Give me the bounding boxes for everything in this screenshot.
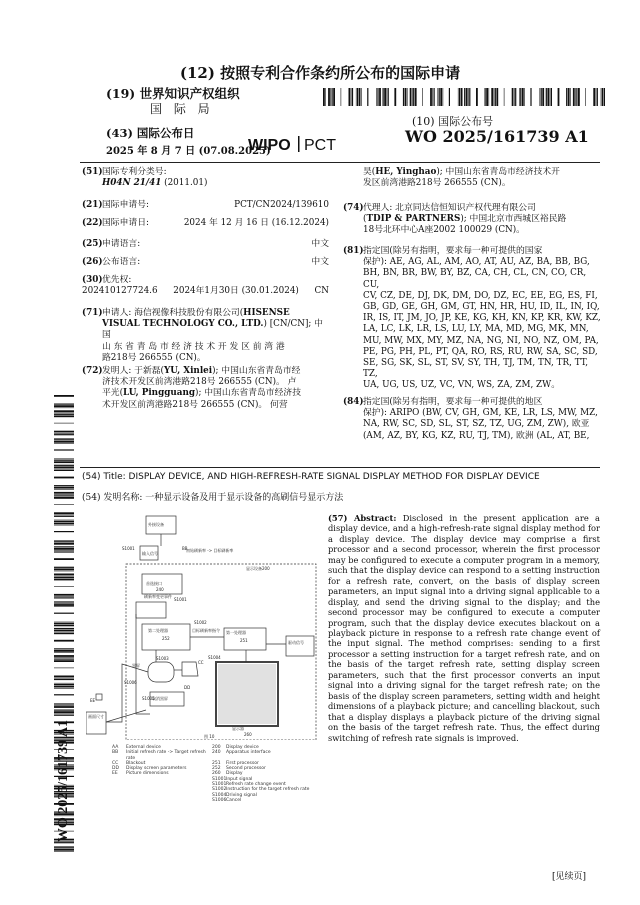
figure-label: S1004 [208,655,221,660]
field-line: 18号北环中心A座2002 100029 (CN)。 [363,225,525,236]
legend-cell: Instruction for the target refresh rate [226,787,310,793]
field-line: 平光(LU, Pingguang); 中国山东省青岛市经济技 [102,388,301,399]
field-body [102,308,329,364]
field-line: 指定国(除另有指明，要求每一种可提供的地区 [363,397,543,407]
field-line: 保护): ARIPO (BW, CV, GH, GM, KE, LR, LS, MW, MZ, [363,408,598,419]
field-code: (51) [82,167,103,177]
field-line: IR, IS, IT, JM, JO, JP, KE, KG, KH, KN, KP, KR, KW, KZ, [363,313,601,324]
field-line: 发区前湾港路218号 266555 (CN)。 [363,178,511,189]
wipo-pct-logo [248,133,368,155]
field-code: (22) [82,218,103,228]
field-line: 指定国(除另有指明，要求每一种可提供的国家 [363,246,543,256]
field-value: PCT/CN2024/139610 [234,200,329,210]
field-line: 优先权: [102,275,132,285]
figure-label: 显示设备200 [246,566,270,571]
figure-label: S1005 [142,696,155,701]
field-code: (74) [343,203,364,213]
biblio-field [82,308,329,364]
legend-cell: Cancel [226,797,242,803]
continued-marker: [见续页] [552,872,587,882]
field-line: 国际专利分类号: [102,167,167,177]
field-value: 中文 [311,257,329,267]
legend-cell: AA [112,745,119,750]
figure-legend [112,745,312,803]
legend-cell: Initial refresh rate -> Target refresh rate [126,750,206,761]
legend-cell: Apparatus interface [226,750,271,756]
field-line: 山 东 省 青 岛 市 经 济 技 术 开 发 区 前 湾 港 [102,341,285,352]
field-body [102,167,329,189]
figure-label: 外接设备 [148,522,164,527]
legend-cell: DD [112,766,119,772]
figure-label: S1002 [194,620,207,625]
field-code: (84) [343,397,364,407]
biblio-field [82,200,329,211]
field-line: 保护): AE, AG, AL, AM, AO, AT, AU, AZ, BA, BB, BG, [363,257,590,268]
publication-number-label: (10) 国际公布号 [412,115,494,128]
field-line: (AM, AZ, BY, KG, KZ, RU, TJ, TM), 欧洲 (AL, AT, BE, [363,430,590,441]
figure-label: 252 [162,636,170,641]
figure-label: S1003 [156,656,169,661]
publication-date: 2025 年 8 月 7 日 (07.08.2025) [106,146,271,157]
title-chinese: (54) 发明名称: 一种显示设备及用于显示设备的高刷信号显示方法 [82,493,344,503]
abstract-text: Disclosed in the present application are a display device, and a high-refresh-rate signal display method for a display device. The display device may comprise a first processor and a second processor, wherein the first processor may be configured to execute a computer program in a memory, such that the display device can respond to a setting instruction for a refresh rate, convert, on the basis of display screen parameters, an input signal into a driving signal applicable to a display, and send the driving signal to the display; and the second processor may be configured to execute a computer program, such that the display device executes blackout on a playback picture in response to a refresh rate change event of the input signal. The method comprises: sending to a first processor a setting instruction for a target refresh rate, and on the basis of the target refresh rate, setting display screen parameters, such that the first processor converts an input signal into a driving signal for the target refresh rate; on the basis of the display screen parameters, setting width and height dimensions of a playback picture; and cancelling blackout, such that a display displays a playback picture of the driving signal on the basis of the target refresh rate. Thus, the effect during switching of refresh rate signals is improved. [328,513,600,743]
field-value: 中文 [311,239,329,249]
field-body [102,257,329,268]
legend-cell: S1001 [212,776,227,782]
field-code: (21) [82,200,103,210]
figure-label: 240 [156,587,164,592]
legend-cell: External device [126,745,161,750]
figure-label: 显示器 [232,726,244,731]
figure-label: 第一处理器 [226,630,246,635]
figure-label: 驱动信号 [288,640,304,645]
legend-cell: CC [112,760,119,766]
field-code: (30) [82,275,103,285]
legend-cell: S1002 [212,787,227,793]
figure-label: 251 [240,638,248,643]
field-label: 国际申请号: [102,200,149,210]
biblio-field [82,257,329,268]
priority-country: CN [314,286,329,297]
legend-cell: S1001' [212,782,228,788]
publication-number: WO 2025/161739 A1 [405,127,589,146]
figure-label: 图 10 [204,734,215,739]
field-line: 术开发区前湾港路218号 266555 (CN)。 何营 [102,399,288,410]
side-publication-number: WO 2025/161739 A1 [56,720,71,843]
title-english: (54) Title: DISPLAY DEVICE, AND HIGH-REFRESH-RATE SIGNAL DISPLAY METHOD FOR DISPLAY DEVICE [82,472,540,482]
biblio-field [82,275,329,297]
legend-cell: Refresh rate change event [226,782,286,788]
field-label: 申请语言: [102,239,141,249]
document-kind-title: (12) 按照专利合作条约所公布的国际申请 [179,64,461,82]
figure-label: 取消黑屏 [152,696,168,701]
field-line: 济技术开发区前湾港路218号 266555 (CN)。 卢 [102,377,297,388]
field-line: PE, PG, PH, PL, PT, QA, RO, RS, RU, RW, SA, SC, SD, [363,346,598,357]
legend-cell: 251 [212,760,221,766]
field-body [363,167,601,189]
legend-cell: S1006 [212,797,227,803]
figure-label: S1001 [122,546,135,551]
biblio-field [82,239,329,250]
abstract [328,513,600,743]
biblio-field [82,167,329,189]
legend-cell: Display screen parameters [126,766,187,772]
bureau-name: 国 际 局 [150,102,214,116]
legend-cell: First processor [226,760,259,766]
field-body [102,366,329,411]
field-line: UA, UG, US, UZ, VC, VN, WS, ZA, ZM, ZW。 [363,380,561,391]
field-line: (TDIP & PARTNERS); 中国北京市西城区裕民路 [363,214,567,225]
legend-cell: Blackout [126,760,146,766]
field-line: VISUAL TECHNOLOGY CO., LTD.) [CN/CN]; 中国 [102,319,323,341]
priority-claim [82,286,329,297]
field-body [102,200,329,211]
legend-cell: 200 [212,745,221,750]
publication-date-label: (43) 国际公布日 [106,126,195,140]
figure-label: CC [198,660,204,665]
field-line: 发明人: 于新磊(YU, Xinlei); 中国山东省青岛市经 [102,366,301,376]
legend-cell: Driving signal [226,792,257,798]
field-label: 国际申请日: [102,218,149,228]
field-line: NA, RW, SC, SD, SL, ST, SZ, TZ, UG, ZM, ZW), 欧亚 [363,419,590,430]
field-value: 2024 年 12 月 16 日 (16.12.2024) [183,218,329,228]
organization-name: (19) 世界知识产权组织 [106,86,240,101]
legend-cell: Display [226,771,243,777]
field-body [363,203,601,237]
svg-text:WIPO: WIPO [248,137,291,154]
field-line: 申请人: 海信视像科技股份有限公司(HISENSE [102,308,290,318]
field-body [82,275,329,297]
field-label: 公布语言: [102,257,141,267]
figure-label: DD [184,685,191,690]
field-body [363,397,601,442]
legend-cell: 252 [212,766,221,772]
representative-drawing [86,514,322,740]
field-code: (71) [82,308,103,318]
figure-label: 刷新率变更事件 [144,594,172,599]
figure-label: S1001 [174,597,187,602]
legend-cell: EE [112,771,118,777]
field-line: SE, SG, SK, SL, ST, SV, SY, TH, TJ, TM, TN, TR, TT, TZ, [363,358,589,380]
priority-number: 202410127724.6 [82,286,158,297]
title-divider [80,467,600,468]
figure-label: S1006 [124,680,137,685]
figure-label: 260 [244,732,252,737]
legend-cell: Display device [226,745,259,750]
priority-date: 2024年1月30日 (30.01.2024) [173,286,299,297]
legend-cell: 260 [212,771,221,777]
field-body [363,246,601,392]
barcode-icon [323,88,605,106]
legend-row [112,750,312,761]
legend-cell: Second processor [226,766,266,772]
abstract-label: (57) Abstract: [328,513,397,523]
biblio-field [343,246,601,392]
legend-cell: BB [112,750,119,756]
field-line: LA, LC, LK, LR, LS, LU, LY, MA, MD, MG, MK, MN, [363,324,589,335]
field-code: (81) [343,246,364,256]
field-code: (26) [82,257,103,267]
field-line: H04N 21/41 (2011.01) [102,178,208,189]
legend-cell [126,798,212,803]
figure-label: 画面尺寸 [88,714,104,719]
biblio-field [343,167,601,189]
biblio-field [343,397,601,442]
figure-label: 第二处理器 [148,628,168,633]
figure-label: 目标刷新率指令 [192,628,220,633]
header-divider [80,162,600,163]
figure-label: EE [90,698,96,703]
field-line: GB, GD, GE, GH, GM, GT, HN, HR, HU, ID, IL, IN, IQ, [363,302,600,313]
legend-row [112,798,312,803]
figure-label: 黑屏 [132,663,140,668]
legend-cell: Input signal [226,776,253,782]
field-line: MU, MW, MX, MY, MZ, NA, NG, NI, NO, NZ, OM, PA, [363,335,599,346]
figure-label: BB [182,546,188,551]
biblio-field [343,203,601,237]
field-code: (25) [82,239,103,249]
field-line: CV, CZ, DE, DJ, DK, DM, DO, DZ, EC, EE, EG, ES, FI, [363,290,598,301]
figure-label: 初始刷新率 -> 目标刷新率 [186,548,234,553]
field-body [102,218,329,229]
legend-cell: 240 [212,750,221,756]
svg-text:PCT: PCT [304,137,336,154]
field-line: 代理人: 北京同达信恒知识产权代理有限公司 [363,203,536,213]
biblio-field [82,366,329,411]
field-line: 路218号 266555 (CN)。 [102,352,206,363]
biblio-field [82,218,329,229]
field-body [102,239,329,250]
wipo-logo-icon [248,133,368,155]
legend-cell: Picture dimensions [126,771,169,777]
figure-label: 输入信号 [142,551,158,556]
legend-cell: S1004 [212,792,227,798]
field-code: (72) [82,366,103,376]
legend-cell [112,798,126,803]
field-line: BH, BN, BR, BW, BY, BZ, CA, CH, CL, CN, CO, CR, CU, [363,268,587,290]
figure-label: 首选接口 [146,581,162,586]
field-line: 昊(HE, Yinghao); 中国山东省青岛市经济技术开 [363,167,560,177]
